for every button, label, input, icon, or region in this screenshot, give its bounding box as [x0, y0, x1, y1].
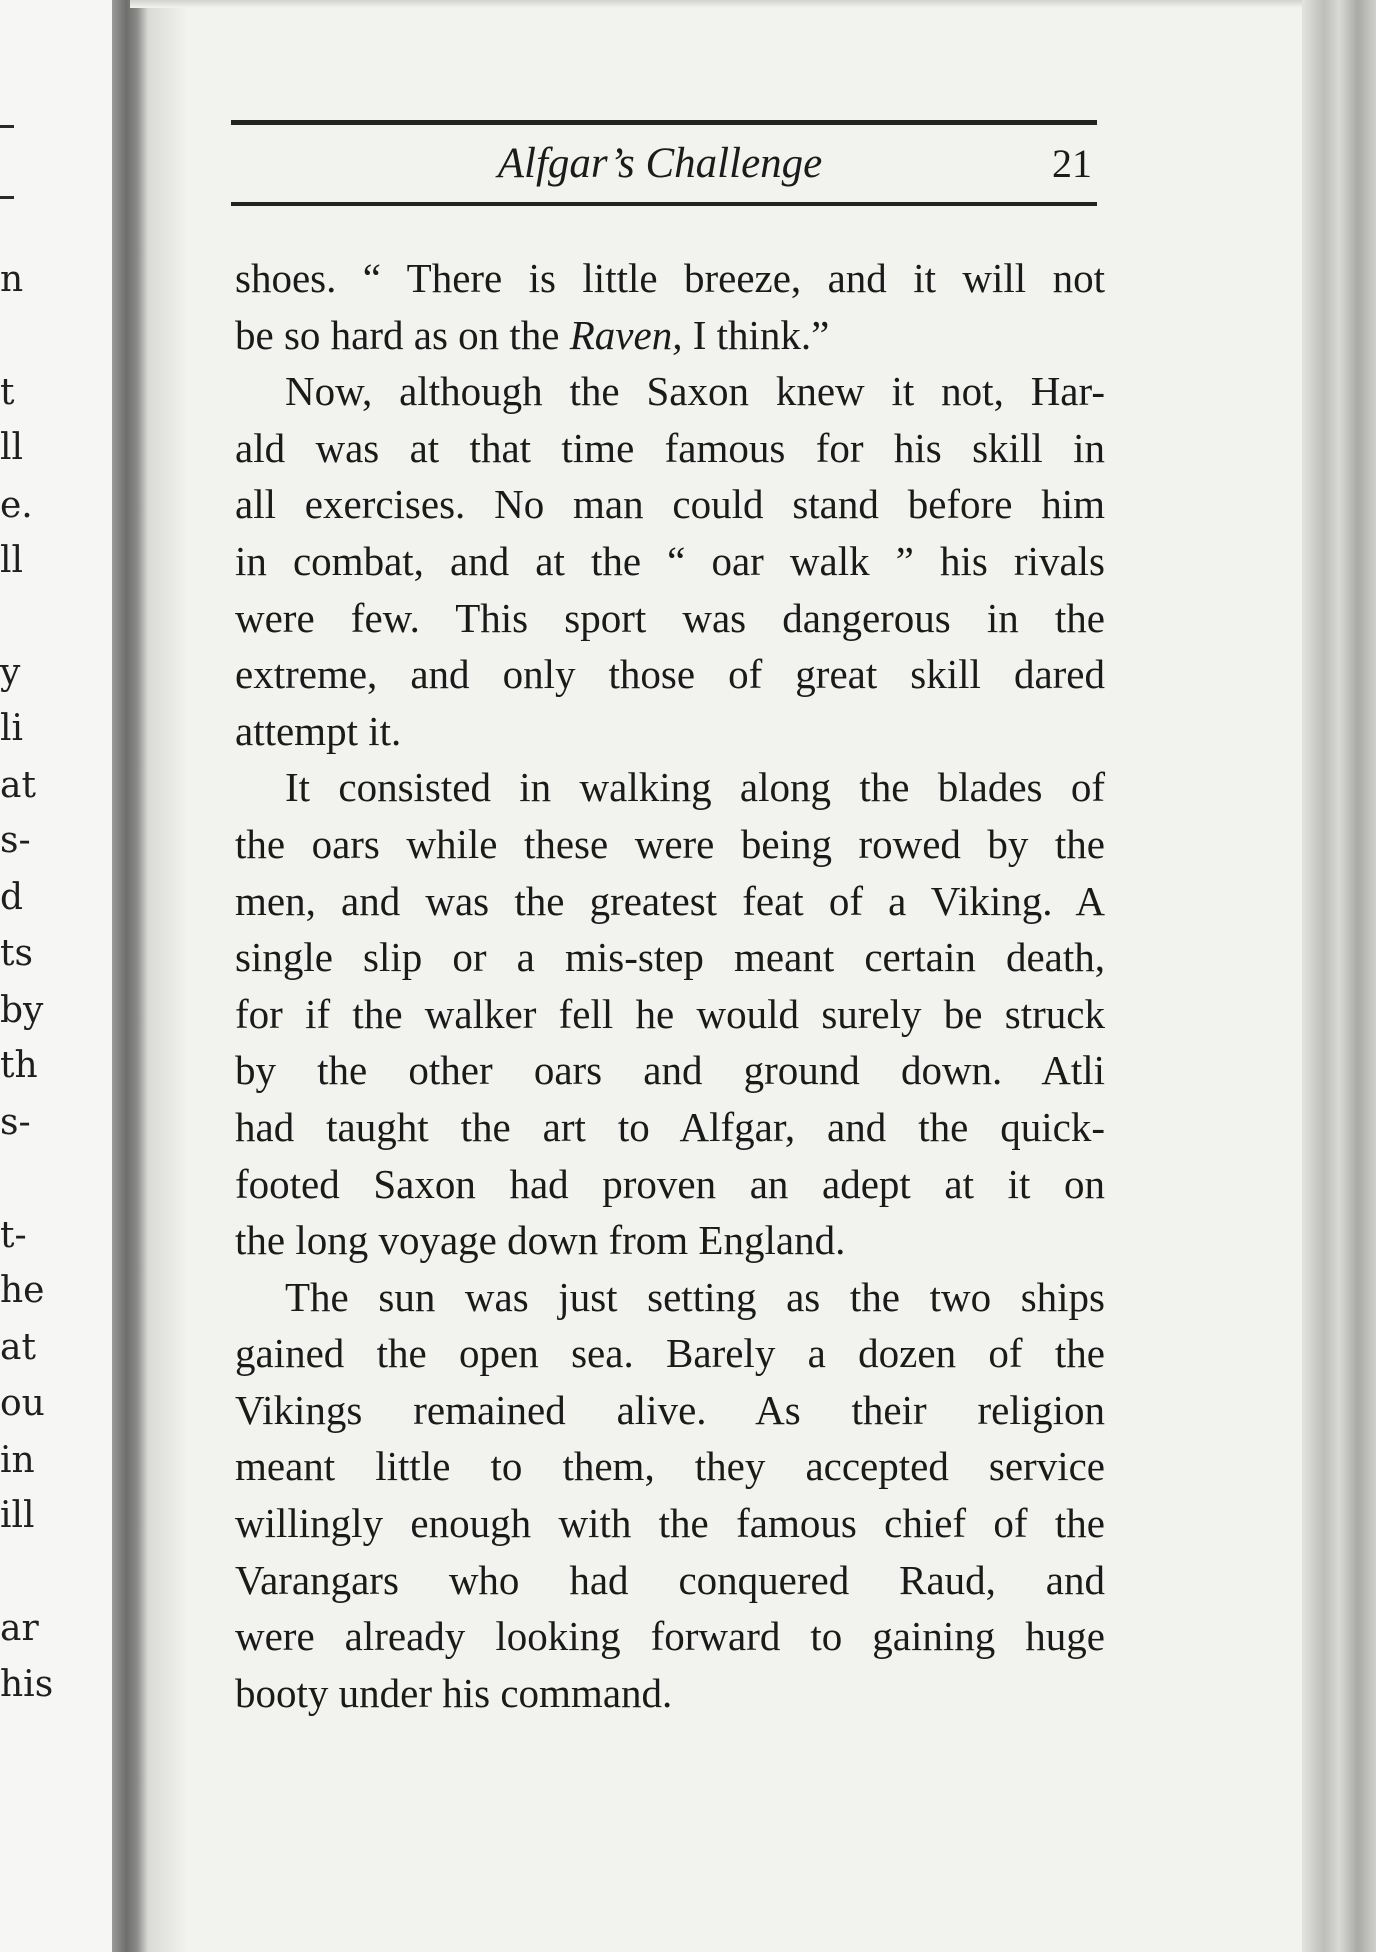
text-line: extreme, and only those of great skill dared [235, 651, 1105, 698]
page-top-edge [130, 0, 1310, 8]
ship-name: Raven, [569, 311, 683, 358]
left-page-rule-bottom [0, 196, 14, 199]
left-fragment: e. [0, 485, 33, 526]
text-line: men, and was the greatest feat of a Viking. A [235, 877, 1105, 924]
text-line: by the other oars and ground down. Atli [235, 1047, 1105, 1094]
gutter-shadow [148, 0, 188, 1952]
text-line-part: I think.” [682, 311, 830, 358]
left-fragment: d [0, 877, 24, 918]
left-fragment: he [0, 1270, 45, 1311]
left-fragment: in [0, 1440, 35, 1481]
left-fragment: t [0, 372, 15, 413]
text-line: were few. This sport was dangerous in the [235, 594, 1105, 641]
text-line: for if the walker fell he would surely be struck [235, 990, 1105, 1037]
header-rule-top [231, 120, 1097, 125]
left-fragment: n [0, 259, 24, 300]
paragraph [235, 363, 1105, 759]
text-line-part: The sun was just setting as the two ships [285, 1273, 1105, 1320]
text-line-part: It consisted in walking along the blades of [285, 764, 1105, 811]
text-line: in combat, and at the “ oar walk ” his rivals [235, 537, 1105, 584]
left-fragment: at [0, 1327, 36, 1368]
text-line: Vikings remained alive. As their religion [235, 1386, 1105, 1433]
left-fragment: li [0, 708, 24, 749]
left-facing-page [0, 0, 122, 1952]
text-line: the oars while these were being rowed by the [235, 820, 1105, 867]
book-gutter [112, 0, 148, 1952]
text-line: the long voyage down from England. [235, 1217, 846, 1264]
text-line: shoes. “ There is little breeze, and it will not [235, 255, 1105, 301]
left-fragment: ll [0, 540, 24, 581]
text-line: attempt it. [235, 707, 402, 754]
text-line: gained the open sea. Barely a dozen of the [235, 1330, 1105, 1377]
left-fragment: his [0, 1664, 54, 1705]
running-title: Alfgar’s Challenge [497, 140, 823, 187]
text-line: footed Saxon had proven an adept at it on [235, 1160, 1105, 1207]
paragraph [235, 759, 1105, 1268]
text-line: were already looking forward to gaining huge [235, 1613, 1105, 1660]
left-fragment: at [0, 765, 36, 806]
left-fragment: ar [0, 1608, 39, 1649]
text-line [235, 759, 1105, 816]
text-line: ald was at that time famous for his skill in [235, 424, 1105, 471]
left-fragment: ill [0, 1495, 35, 1536]
left-fragment: y [0, 652, 21, 693]
left-fragment: th [0, 1045, 38, 1086]
text-line-part: Now, although the Saxon knew it not, Har- [285, 368, 1105, 415]
paragraph [235, 1269, 1105, 1722]
text-line: willingly enough with the famous chief of the [235, 1500, 1105, 1547]
left-fragment: by [0, 990, 44, 1031]
text-line: all exercises. No man could stand before him [235, 481, 1105, 528]
text-line: booty under his command. [235, 1669, 673, 1716]
text-line: single slip or a mis-step meant certain death, [235, 934, 1105, 981]
page-number: 21 [1052, 141, 1092, 186]
text-line: had taught the art to Alfgar, and the quick- [235, 1103, 1105, 1150]
left-fragment: ll [0, 427, 24, 468]
left-fragment: ts [0, 933, 33, 974]
left-fragment: s- [0, 1102, 31, 1143]
left-page-rule-top [0, 125, 14, 128]
text-line [235, 363, 1105, 420]
paragraph [235, 250, 1105, 363]
text-line [235, 1269, 1105, 1326]
page-body [235, 250, 1105, 1721]
text-line-part: be so hard as on the [235, 311, 560, 358]
left-fragment: t- [0, 1215, 27, 1256]
left-fragment: s- [0, 820, 31, 861]
page-edge-stack [1302, 0, 1376, 1952]
text-line: meant little to them, they accepted service [235, 1443, 1105, 1490]
text-line: Varangars who had conquered Raud, and [235, 1556, 1105, 1603]
text-line [235, 307, 1105, 364]
left-fragment: ou [0, 1383, 45, 1424]
header-rule-bottom [231, 202, 1097, 206]
